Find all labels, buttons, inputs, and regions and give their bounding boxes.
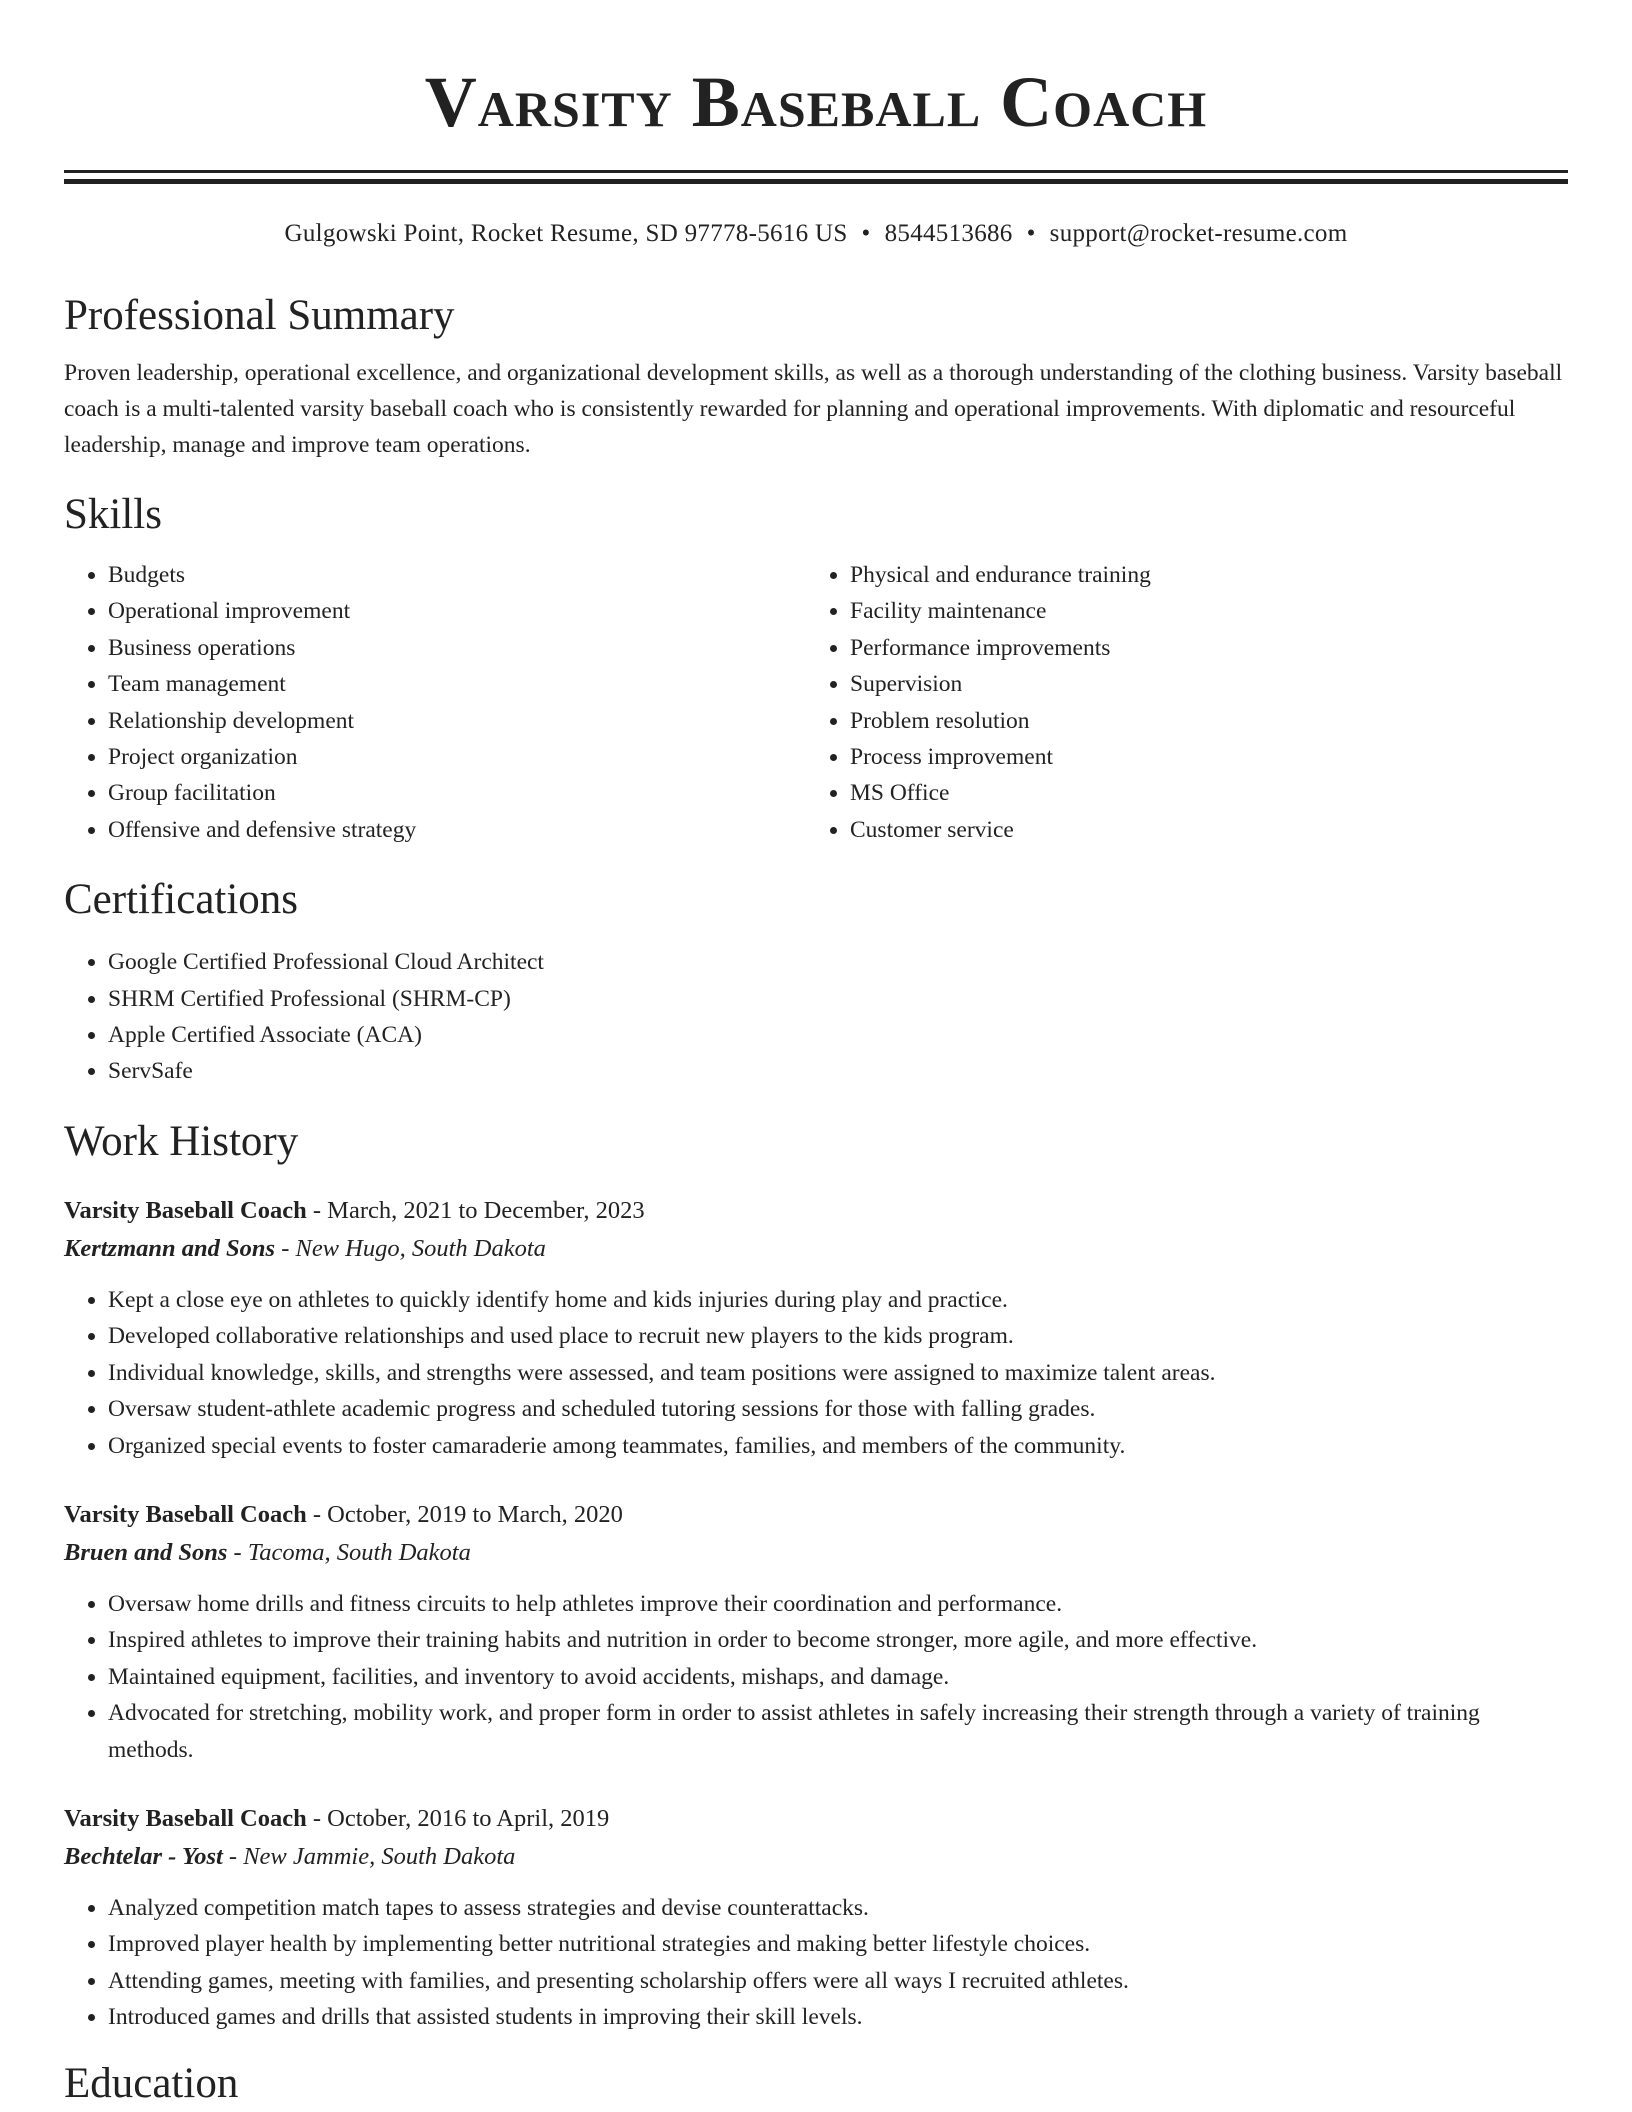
job-bullet: • Attending games, meeting with families, and presenting scholarship offers were all ways I recruited athletes. [108,1963,1568,1999]
certifications-heading: Certifications [64,876,299,924]
job-bullet: • Improved player health by implementing better nutritional strategies and making better lifestyle choices. [108,1926,1568,1962]
job-bullet: • Developed collaborative relationships and used place to recruit new players to the kids program. [108,1318,1568,1354]
job-dates: - October, 2019 to March, 2020 [306,1500,623,1528]
job-bullet: • Maintained equipment, facilities, and inventory to avoid accidents, mishaps, and damage. [108,1659,1568,1695]
certification-item: • Google Certified Professional Cloud Architect [108,944,1568,980]
job-company: Kertzmann and Sons [64,1234,276,1262]
job-bullet: • Inspired athletes to improve their training habits and nutrition in order to become stronger, more agile, and more effective. [108,1622,1568,1658]
job-bullet: • Introduced games and drills that assisted students in improving their skill levels. [108,1999,1568,2035]
job-bullet: • Advocated for stretching, mobility work, and proper form in order to assist athletes in safely increasing their strength through a variety of training methods. [108,1695,1568,1768]
job-bullets [64,1282,1568,1464]
job-entry [64,1800,1568,2036]
contact-separator: • [1026,220,1036,247]
job-bullet: • Oversaw student-athlete academic progress and scheduled tutoring sessions for those with falling grades. [108,1391,1568,1427]
summary-text: Proven leadership, operational excellence, and organizational development skills, as well as a thorough understanding of the clothing business. Varsity baseball coach is a multi-talented varsity baseball coach who is consistently rewarded for planning and operational improvements. With diplomatic and resourceful leadership, manage and improve team operations. [64,360,1563,458]
skill-item: • Project organization [108,739,806,775]
skills-list-right [806,557,1548,848]
job-header [64,1800,1568,1838]
job-role: Varsity Baseball Coach [64,1196,307,1224]
skill-item: • Offensive and defensive strategy [108,812,806,848]
certifications-list [64,944,1568,1090]
skill-item: • Team management [108,666,806,702]
job-employer-line [64,1534,1568,1572]
skill-item: • MS Office [850,775,1548,811]
job-location: - New Jammie, South Dakota [222,1842,516,1870]
job-bullets [64,1586,1568,1768]
skills-list-left [64,557,806,848]
job-bullet: • Organized special events to foster camaraderie among teammates, families, and members of the community. [108,1428,1568,1464]
skill-item: • Performance improvements [850,630,1548,666]
job-role: Varsity Baseball Coach [64,1500,307,1528]
summary-heading: Professional Summary [64,292,455,339]
skill-item: • Problem resolution [850,703,1548,739]
skill-item: • Supervision [850,666,1548,702]
job-bullet: • Individual knowledge, skills, and strengths were assessed, and team positions were assigned to maximize talent areas. [108,1355,1568,1391]
job-bullet: • Analyzed competition match tapes to assess strategies and devise counterattacks. [108,1890,1568,1926]
skill-item: • Budgets [108,557,806,593]
contact-line [64,218,1568,250]
job-company: Bruen and Sons [64,1538,228,1566]
job-bullet: • Kept a close eye on athletes to quickly identify home and kids injuries during play and practice. [108,1282,1568,1318]
skills-column-right [806,557,1548,848]
contact-separator: • [861,220,871,247]
skills-columns [64,557,1568,848]
skills-column-left [64,557,806,848]
skill-item: • Group facilitation [108,775,806,811]
work-history-heading: Work History [64,1117,299,1165]
certification-item: • SHRM Certified Professional (SHRM-CP) [108,981,1568,1017]
skill-item: • Business operations [108,630,806,666]
job-entry [64,1192,1568,1464]
resume-title: Varsity Baseball Coach [424,62,1208,142]
skill-item: • Customer service [850,812,1548,848]
job-role: Varsity Baseball Coach [64,1804,307,1832]
job-location: - New Hugo, South Dakota [275,1234,546,1262]
skill-item: • Relationship development [108,703,806,739]
resume-page [64,0,1568,2110]
job-location: - Tacoma, South Dakota [227,1538,471,1566]
job-entry [64,1496,1568,1768]
certification-item: • Apple Certified Associate (ACA) [108,1017,1568,1053]
title-divider-bottom [64,179,1568,184]
job-dates: - March, 2021 to December, 2023 [306,1196,645,1224]
contact-address: Gulgowski Point, Rocket Resume, SD 97778-5616 US [284,220,848,247]
job-bullets [64,1890,1568,2036]
job-employer-line [64,1230,1568,1268]
skill-item: • Operational improvement [108,593,806,629]
job-header [64,1496,1568,1534]
job-employer-line [64,1838,1568,1876]
contact-email: support@rocket-resume.com [1049,220,1348,247]
job-bullet: • Oversaw home drills and fitness circuits to help athletes improve their coordination and performance. [108,1586,1568,1622]
certification-item: • ServSafe [108,1053,1568,1089]
title-divider-top [64,170,1568,173]
job-header [64,1192,1568,1230]
job-dates: - October, 2016 to April, 2019 [306,1804,610,1832]
job-company: Bechtelar - Yost [64,1842,223,1870]
skill-item: • Facility maintenance [850,593,1548,629]
skill-item: • Physical and endurance training [850,557,1548,593]
skills-heading: Skills [64,491,162,538]
skill-item: • Process improvement [850,739,1548,775]
contact-phone: 8544513686 [884,220,1013,247]
education-heading: Education [64,2059,239,2107]
